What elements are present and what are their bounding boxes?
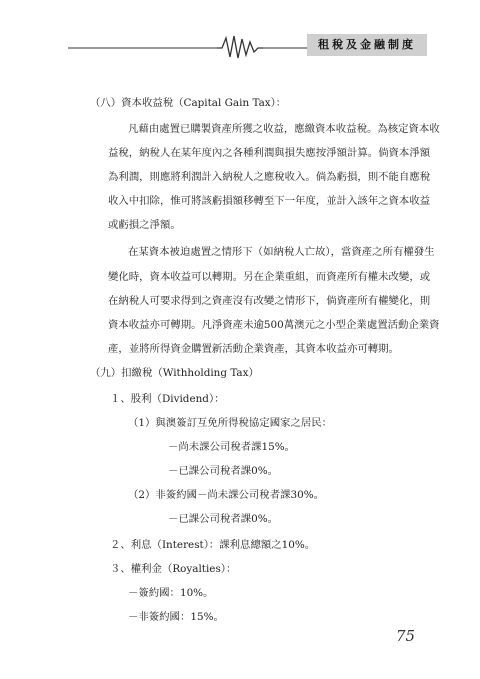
paragraph-line: 或虧損之淨額。	[108, 219, 181, 231]
paragraph-line: 在某資本被迫處置之情形下（如納稅人亡故），當資產之所有權發生	[128, 246, 435, 258]
paragraph-line: 收入中扣除，惟可將該虧損額移轉至下一年度，並計入該年之資本收益	[108, 195, 431, 207]
page-number: 75	[396, 627, 416, 645]
section-9-heading: （九）扣繳稅（Withholding Tax）	[90, 367, 259, 379]
section-8-heading: （八）資本收益稅（Capital Gain Tax）：	[90, 97, 287, 109]
paragraph-line: 為利潤，則應將利潤計入納稅人之應稅收入。倘為虧損，則不能自應稅	[108, 171, 431, 183]
paragraph-line: 益稅，納稅人在某年度內之各種利潤與損失應按淨額計算。倘資本淨額	[108, 147, 431, 159]
treaty-rate-unpaid: －尚未課公司稅者課15%。	[168, 441, 295, 453]
paragraph-line: 資本收益亦可轉期。凡淨資產未逾500萬澳元之小型企業處置活動企業資	[108, 319, 440, 331]
royalties-non-treaty-rate: －非簽約國：15%。	[128, 611, 224, 623]
royalties-item: ３、權利金（Royalties）：	[110, 563, 237, 575]
paragraph-line: 變化時，資本收益可以轉期。另在企業重組，而資產所有權未改變，或	[108, 271, 431, 283]
section-title: 租稅及金融制度	[307, 34, 427, 56]
non-treaty-rate-paid: －已課公司稅者課0%。	[168, 513, 278, 525]
interest-item: ２、利息（Interest）：課利息總額之10%。	[110, 539, 316, 551]
treaty-country-item: （1）與澳簽訂互免所得稅協定國家之居民：	[128, 417, 333, 429]
non-treaty-item: （2）非簽約國－尚未課公司稅者課30%。	[128, 489, 324, 501]
paragraph-line: 凡藉由處置已購製資產所獲之收益，應繳資本收益稅。為核定資本收	[128, 123, 440, 135]
treaty-rate-paid: －已課公司稅者課0%。	[168, 465, 278, 477]
page-header	[0, 28, 480, 64]
paragraph-line: 在納稅人可要求得到之資產沒有改變之情形下，倘資產所有權變化，則	[108, 295, 431, 307]
dividend-item: １、股利（Dividend）：	[110, 393, 225, 405]
paragraph-line: 產，並將所得資金購置新活動企業資產，其資本收益亦可轉期。	[108, 343, 399, 355]
royalties-treaty-rate: －簽約國：10%。	[128, 587, 214, 599]
